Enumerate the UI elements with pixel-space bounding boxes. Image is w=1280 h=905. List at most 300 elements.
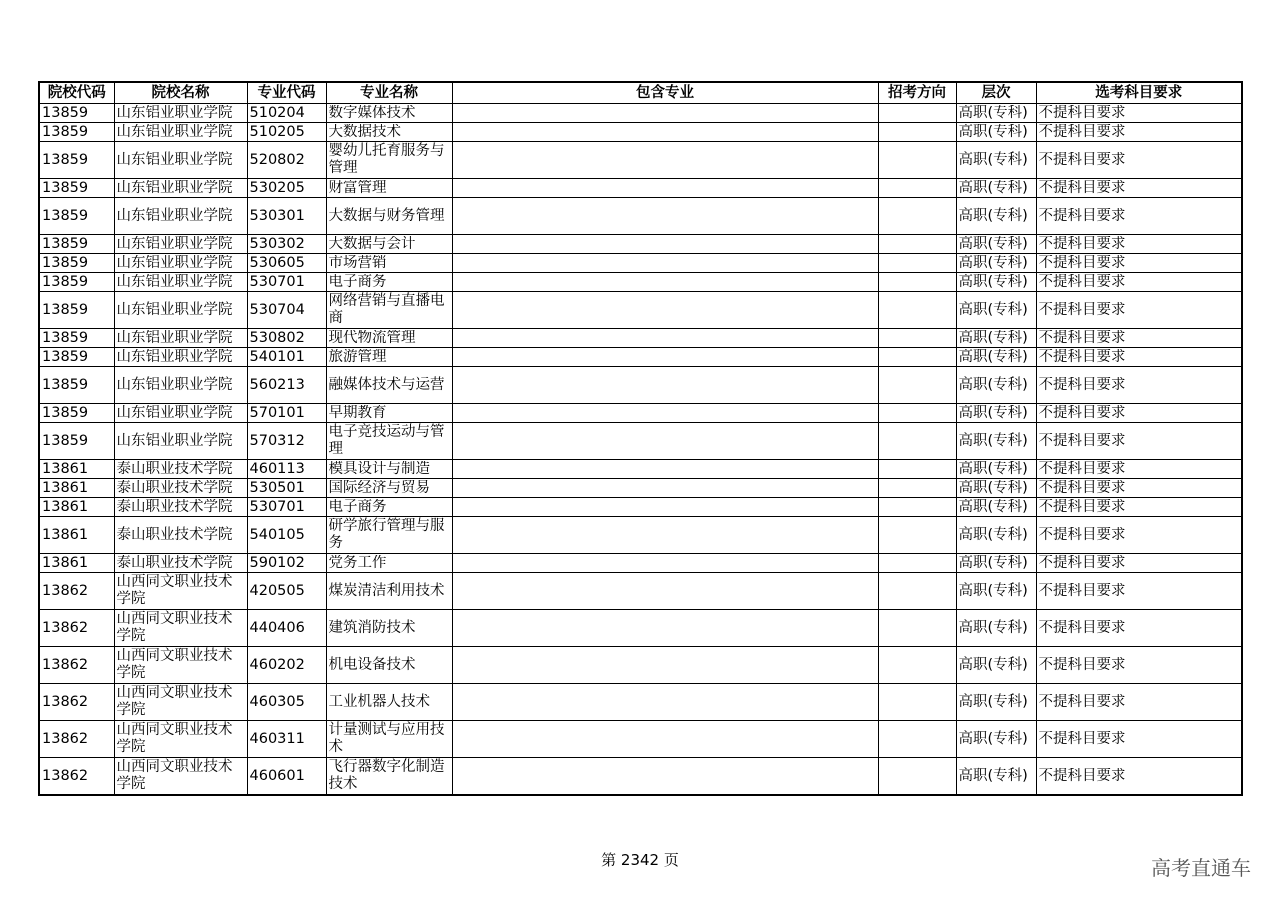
cell-major-code [247, 348, 326, 367]
cell-direction [878, 273, 956, 292]
cell-school-name [114, 517, 247, 554]
table-row [39, 758, 1242, 796]
cell-included-majors-text [455, 255, 876, 272]
cell-level [956, 498, 1036, 517]
header-school-code: 院校代码 [39, 82, 114, 104]
cell-school-name [114, 123, 247, 142]
cell-subject-requirement [1036, 404, 1242, 423]
cell-subject-requirement-text: 不提科目要求 [1038, 329, 1126, 346]
cell-subject-requirement-text: 不提科目要求 [1038, 301, 1126, 318]
cell-major-name [326, 647, 452, 684]
cell-major-code-text: 530802 [249, 329, 305, 346]
cell-major-name-text: 建筑消防技术 [328, 619, 416, 636]
watermark-text: 高考直通车 [1151, 856, 1251, 880]
cell-subject-requirement-text: 不提科目要求 [1038, 273, 1126, 290]
cell-school-name [114, 460, 247, 479]
cell-included-majors [452, 235, 878, 254]
cell-subject-requirement [1036, 292, 1242, 329]
cell-included-majors-text [455, 433, 876, 450]
cell-included-majors-text [455, 105, 876, 122]
cell-level [956, 554, 1036, 573]
cell-subject-requirement-text: 不提科目要求 [1038, 151, 1126, 168]
cell-level [956, 423, 1036, 460]
cell-subject-requirement-text: 不提科目要求 [1038, 404, 1126, 421]
cell-major-code [247, 142, 326, 179]
cell-level-text: 高职(专科) [958, 619, 1028, 636]
cell-school-name-text: 山西同文职业技术学院 [116, 611, 233, 644]
cell-level [956, 123, 1036, 142]
cell-school-name-text: 山东铝业职业学院 [116, 104, 233, 121]
cell-included-majors-text [455, 236, 876, 253]
cell-school-code-text: 13859 [42, 207, 89, 224]
cell-school-name [114, 573, 247, 610]
cell-level [956, 104, 1036, 123]
cell-included-majors-text [455, 731, 876, 748]
cell-included-majors-text [455, 768, 876, 785]
table-row [39, 554, 1242, 573]
cell-major-name [326, 142, 452, 179]
cell-level-text: 高职(专科) [958, 479, 1028, 496]
cell-school-name [114, 329, 247, 348]
cell-school-code-text: 13859 [42, 329, 89, 346]
cell-level-text: 高职(专科) [958, 329, 1028, 346]
cell-level [956, 460, 1036, 479]
table-row [39, 348, 1242, 367]
cell-school-code-text: 13859 [42, 348, 89, 365]
cell-direction [878, 423, 956, 460]
cell-school-name-text: 山东铝业职业学院 [116, 273, 233, 290]
cell-level [956, 254, 1036, 273]
cell-major-code [247, 123, 326, 142]
cell-level-text: 高职(专科) [958, 432, 1028, 449]
cell-school-code [39, 647, 114, 684]
cell-subject-requirement-text: 不提科目要求 [1038, 254, 1126, 271]
cell-subject-requirement-text: 不提科目要求 [1038, 376, 1126, 393]
cell-subject-requirement-text: 不提科目要求 [1038, 730, 1126, 747]
cell-school-code [39, 179, 114, 198]
cell-major-code-text: 530701 [249, 498, 305, 515]
cell-major-code-text: 560213 [249, 376, 305, 393]
cell-major-code-text: 460601 [249, 767, 305, 784]
cell-level [956, 367, 1036, 404]
cell-major-name-text: 市场营销 [328, 254, 387, 271]
cell-direction [878, 104, 956, 123]
cell-school-code-text: 13859 [42, 432, 89, 449]
cell-direction [878, 610, 956, 647]
cell-major-name-text: 财富管理 [328, 179, 387, 196]
cell-major-name-text: 大数据与会计 [328, 235, 416, 252]
cell-subject-requirement [1036, 554, 1242, 573]
cell-direction-text [881, 433, 954, 450]
cell-school-name-text: 山西同文职业技术学院 [116, 574, 233, 607]
cell-major-code-text: 540101 [249, 348, 305, 365]
cell-subject-requirement [1036, 517, 1242, 554]
cell-major-name-text: 煤炭清洁利用技术 [328, 582, 445, 599]
cell-subject-requirement-text: 不提科目要求 [1038, 348, 1126, 365]
table-row [39, 329, 1242, 348]
cell-school-code-text: 13861 [42, 554, 89, 571]
cell-major-name-text: 飞行器数字化制造技术 [328, 759, 445, 792]
cell-school-name [114, 367, 247, 404]
cell-major-name-text: 机电设备技术 [328, 656, 416, 673]
cell-major-code [247, 758, 326, 796]
cell-direction-text [881, 152, 954, 169]
cell-major-name [326, 423, 452, 460]
cell-subject-requirement [1036, 235, 1242, 254]
cell-direction [878, 235, 956, 254]
cell-major-code [247, 610, 326, 647]
cell-direction-text [881, 527, 954, 544]
cell-direction [878, 142, 956, 179]
page-number: 第 2342 页 [601, 851, 679, 869]
cell-school-code-text: 13861 [42, 460, 89, 477]
cell-level [956, 198, 1036, 235]
cell-school-name-text: 山西同文职业技术学院 [116, 685, 233, 718]
cell-major-code [247, 498, 326, 517]
table-row [39, 104, 1242, 123]
cell-major-code-text: 530302 [249, 235, 305, 252]
cell-subject-requirement-text: 不提科目要求 [1038, 656, 1126, 673]
cell-school-name-text: 山东铝业职业学院 [116, 235, 233, 252]
cell-major-name [326, 554, 452, 573]
cell-major-name-text: 网络营销与直播电商 [328, 293, 445, 326]
cell-school-code [39, 254, 114, 273]
cell-included-majors [452, 517, 878, 554]
cell-included-majors-text [455, 274, 876, 291]
cell-included-majors-text [455, 124, 876, 141]
cell-level [956, 404, 1036, 423]
cell-school-name-text: 山东铝业职业学院 [116, 404, 233, 421]
cell-major-code-text: 570101 [249, 404, 305, 421]
cell-level-text: 高职(专科) [958, 404, 1028, 421]
table-row [39, 123, 1242, 142]
header-included-majors: 包含专业 [452, 82, 878, 104]
cell-school-name [114, 498, 247, 517]
cell-direction [878, 721, 956, 758]
cell-major-code [247, 104, 326, 123]
cell-level-text: 高职(专科) [958, 179, 1028, 196]
cell-included-majors [452, 179, 878, 198]
cell-included-majors [452, 554, 878, 573]
cell-direction-text [881, 330, 954, 347]
cell-school-name [114, 758, 247, 796]
cell-school-name [114, 273, 247, 292]
table-row [39, 573, 1242, 610]
cell-major-code [247, 517, 326, 554]
cell-direction-text [881, 555, 954, 572]
cell-included-majors-text [455, 330, 876, 347]
cell-school-code [39, 104, 114, 123]
cell-subject-requirement [1036, 254, 1242, 273]
cell-school-code [39, 329, 114, 348]
cell-subject-requirement [1036, 460, 1242, 479]
cell-major-code-text: 530701 [249, 273, 305, 290]
cell-direction-text [881, 377, 954, 394]
cell-major-code-text: 460202 [249, 656, 305, 673]
cell-school-code-text: 13862 [42, 767, 89, 784]
table-row [39, 647, 1242, 684]
header-level: 层次 [956, 82, 1036, 104]
cell-major-name-text: 研学旅行管理与服务 [328, 518, 445, 551]
cell-school-name [114, 348, 247, 367]
cell-level [956, 758, 1036, 796]
cell-major-code-text: 570312 [249, 432, 305, 449]
cell-major-code [247, 423, 326, 460]
cell-direction [878, 329, 956, 348]
cell-major-code [247, 404, 326, 423]
table-row [39, 179, 1242, 198]
table-header-row [39, 82, 1242, 104]
cell-level [956, 179, 1036, 198]
cell-included-majors [452, 348, 878, 367]
cell-school-code-text: 13859 [42, 301, 89, 318]
cell-school-name [114, 104, 247, 123]
cell-level-text: 高职(专科) [958, 554, 1028, 571]
cell-included-majors [452, 254, 878, 273]
cell-direction [878, 498, 956, 517]
cell-school-code [39, 292, 114, 329]
cell-level-text: 高职(专科) [958, 254, 1028, 271]
cell-school-code [39, 610, 114, 647]
cell-direction [878, 179, 956, 198]
cell-major-code-text: 420505 [249, 582, 305, 599]
cell-major-code [247, 235, 326, 254]
cell-level-text: 高职(专科) [958, 526, 1028, 543]
cell-major-name-text: 大数据与财务管理 [328, 207, 445, 224]
cell-school-name [114, 610, 247, 647]
cell-direction [878, 573, 956, 610]
cell-direction [878, 404, 956, 423]
table-row [39, 198, 1242, 235]
cell-included-majors [452, 573, 878, 610]
cell-school-code [39, 517, 114, 554]
cell-major-name-text: 模具设计与制造 [328, 460, 430, 477]
cell-direction [878, 348, 956, 367]
cell-level [956, 610, 1036, 647]
cell-major-code [247, 254, 326, 273]
cell-school-name-text: 山东铝业职业学院 [116, 376, 233, 393]
cell-school-name [114, 554, 247, 573]
cell-included-majors-text [455, 377, 876, 394]
cell-school-code [39, 554, 114, 573]
cell-direction-text [881, 124, 954, 141]
header-major-code: 专业代码 [247, 82, 326, 104]
cell-included-majors [452, 610, 878, 647]
cell-direction-text [881, 208, 954, 225]
cell-direction [878, 460, 956, 479]
cell-school-code [39, 498, 114, 517]
cell-major-name-text: 现代物流管理 [328, 329, 416, 346]
cell-school-code [39, 123, 114, 142]
table-row [39, 292, 1242, 329]
header-school-name: 院校名称 [114, 82, 247, 104]
cell-level-text: 高职(专科) [958, 207, 1028, 224]
cell-major-code [247, 721, 326, 758]
cell-direction-text [881, 255, 954, 272]
cell-direction-text [881, 480, 954, 497]
cell-subject-requirement-text: 不提科目要求 [1038, 479, 1126, 496]
cell-included-majors [452, 498, 878, 517]
cell-major-code-text: 440406 [249, 619, 305, 636]
cell-level-text: 高职(专科) [958, 376, 1028, 393]
cell-level-text: 高职(专科) [958, 151, 1028, 168]
cell-included-majors-text [455, 302, 876, 319]
cell-school-name-text: 山东铝业职业学院 [116, 432, 233, 449]
cell-major-name [326, 573, 452, 610]
cell-level [956, 235, 1036, 254]
table-row [39, 517, 1242, 554]
cell-included-majors [452, 647, 878, 684]
cell-school-name-text: 山东铝业职业学院 [116, 301, 233, 318]
cell-subject-requirement-text: 不提科目要求 [1038, 526, 1126, 543]
cell-included-majors-text [455, 208, 876, 225]
cell-school-code [39, 423, 114, 460]
cell-direction-text [881, 620, 954, 637]
cell-included-majors [452, 104, 878, 123]
cell-school-name [114, 479, 247, 498]
cell-major-name [326, 479, 452, 498]
cell-school-code [39, 235, 114, 254]
cell-major-code-text: 530205 [249, 179, 305, 196]
cell-level-text: 高职(专科) [958, 104, 1028, 121]
cell-level-text: 高职(专科) [958, 348, 1028, 365]
cell-major-name-text: 工业机器人技术 [328, 693, 430, 710]
cell-school-name [114, 684, 247, 721]
cell-school-code [39, 573, 114, 610]
cell-school-name-text: 山东铝业职业学院 [116, 151, 233, 168]
cell-direction-text [881, 694, 954, 711]
cell-school-code [39, 198, 114, 235]
cell-subject-requirement [1036, 479, 1242, 498]
cell-major-code [247, 292, 326, 329]
cell-major-name [326, 404, 452, 423]
cell-direction [878, 647, 956, 684]
cell-major-code-text: 530605 [249, 254, 305, 271]
cell-school-code [39, 142, 114, 179]
cell-major-name [326, 123, 452, 142]
cell-level [956, 273, 1036, 292]
cell-major-name [326, 367, 452, 404]
cell-subject-requirement-text: 不提科目要求 [1038, 460, 1126, 477]
cell-school-code [39, 367, 114, 404]
cell-direction-text [881, 405, 954, 422]
table-row [39, 235, 1242, 254]
cell-school-name [114, 423, 247, 460]
cell-school-code-text: 13862 [42, 693, 89, 710]
cell-subject-requirement-text: 不提科目要求 [1038, 179, 1126, 196]
cell-level [956, 573, 1036, 610]
cell-major-name-text: 党务工作 [328, 554, 387, 571]
cell-level-text: 高职(专科) [958, 498, 1028, 515]
cell-school-code [39, 684, 114, 721]
cell-major-code [247, 273, 326, 292]
cell-major-name-text: 数字媒体技术 [328, 104, 416, 121]
cell-major-name-text: 计量测试与应用技术 [328, 722, 445, 755]
cell-subject-requirement-text: 不提科目要求 [1038, 432, 1126, 449]
cell-subject-requirement-text: 不提科目要求 [1038, 104, 1126, 121]
cell-direction [878, 367, 956, 404]
cell-direction-text [881, 461, 954, 478]
cell-included-majors-text [455, 527, 876, 544]
table-row [39, 404, 1242, 423]
cell-school-code [39, 348, 114, 367]
cell-major-code [247, 573, 326, 610]
cell-major-code-text: 540105 [249, 526, 305, 543]
cell-direction-text [881, 236, 954, 253]
cell-included-majors [452, 273, 878, 292]
cell-school-code-text: 13859 [42, 179, 89, 196]
cell-direction [878, 684, 956, 721]
cell-school-name-text: 山东铝业职业学院 [116, 179, 233, 196]
cell-major-code [247, 460, 326, 479]
table-row [39, 498, 1242, 517]
cell-level [956, 479, 1036, 498]
cell-included-majors [452, 142, 878, 179]
admissions-table [38, 81, 1243, 796]
cell-included-majors [452, 423, 878, 460]
cell-major-name [326, 498, 452, 517]
cell-subject-requirement-text: 不提科目要求 [1038, 498, 1126, 515]
cell-direction [878, 517, 956, 554]
cell-level-text: 高职(专科) [958, 730, 1028, 747]
cell-level [956, 721, 1036, 758]
cell-school-name [114, 647, 247, 684]
table-row [39, 254, 1242, 273]
cell-level [956, 329, 1036, 348]
cell-major-name-text: 早期教育 [328, 404, 387, 421]
cell-direction-text [881, 499, 954, 516]
cell-direction [878, 479, 956, 498]
cell-major-code [247, 329, 326, 348]
cell-school-code-text: 13861 [42, 498, 89, 515]
cell-school-name-text: 山西同文职业技术学院 [116, 722, 233, 755]
cell-major-name-text: 电子商务 [328, 498, 387, 515]
cell-included-majors [452, 404, 878, 423]
cell-direction [878, 198, 956, 235]
cell-subject-requirement-text: 不提科目要求 [1038, 235, 1126, 252]
cell-subject-requirement [1036, 367, 1242, 404]
cell-major-code-text: 530704 [249, 301, 305, 318]
cell-level-text: 高职(专科) [958, 460, 1028, 477]
cell-major-name [326, 198, 452, 235]
cell-major-name [326, 460, 452, 479]
cell-major-code-text: 510204 [249, 104, 305, 121]
cell-major-name [326, 348, 452, 367]
cell-subject-requirement [1036, 684, 1242, 721]
cell-school-code-text: 13862 [42, 730, 89, 747]
cell-subject-requirement [1036, 329, 1242, 348]
cell-school-code [39, 460, 114, 479]
cell-school-code [39, 758, 114, 796]
cell-level [956, 292, 1036, 329]
cell-major-code-text: 460311 [249, 730, 305, 747]
cell-direction-text [881, 583, 954, 600]
cell-subject-requirement [1036, 758, 1242, 796]
cell-included-majors-text [455, 583, 876, 600]
cell-included-majors-text [455, 657, 876, 674]
cell-included-majors-text [455, 405, 876, 422]
cell-major-code [247, 179, 326, 198]
cell-major-code [247, 647, 326, 684]
cell-direction-text [881, 180, 954, 197]
cell-major-name [326, 329, 452, 348]
cell-included-majors [452, 329, 878, 348]
cell-school-name-text: 泰山职业技术学院 [116, 498, 233, 515]
cell-level-text: 高职(专科) [958, 656, 1028, 673]
cell-major-name-text: 大数据技术 [328, 123, 401, 140]
cell-major-code-text: 520802 [249, 151, 305, 168]
cell-major-name-text: 旅游管理 [328, 348, 387, 365]
